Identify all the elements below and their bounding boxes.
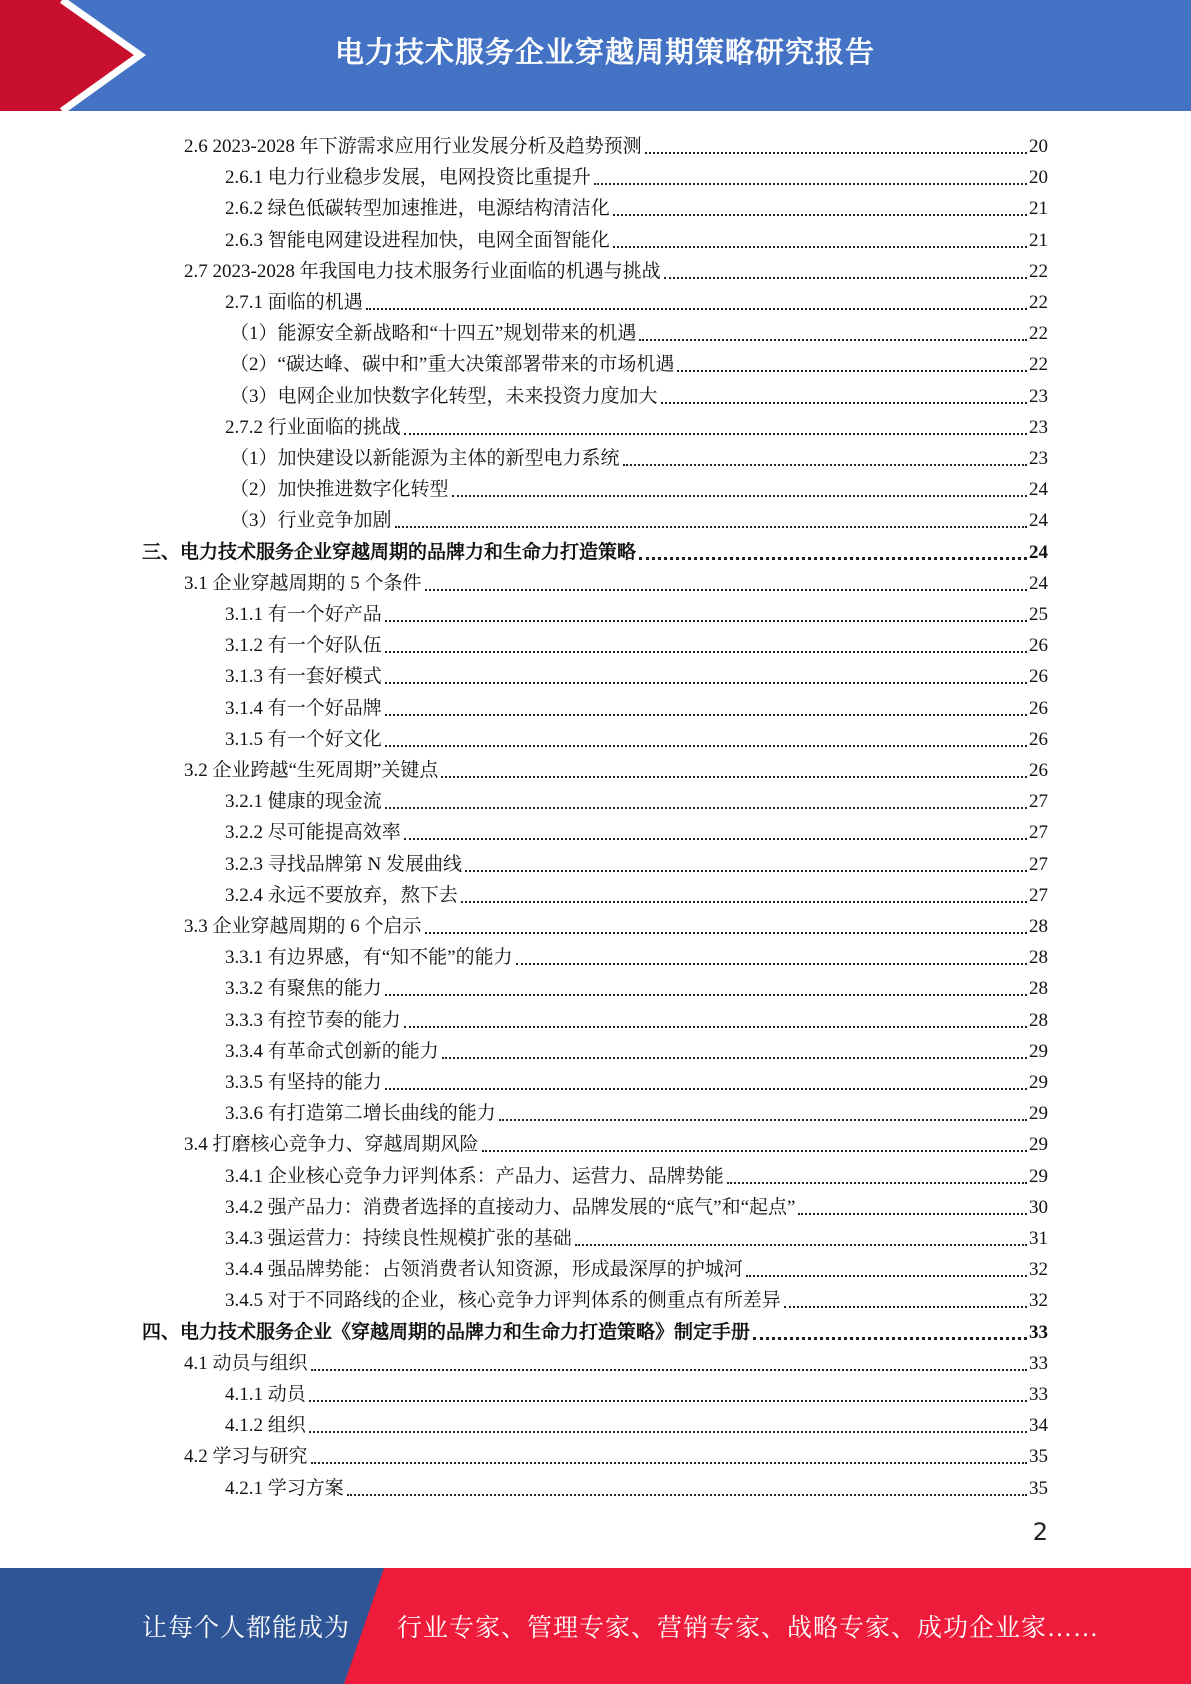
toc-entry-page: 27 xyxy=(1029,854,1048,875)
toc-entry-title: 3.1.3 有一套好模式 xyxy=(225,666,382,687)
toc-entry-page: 27 xyxy=(1029,885,1048,906)
toc-entry-title: 3.2.2 尽可能提高效率 xyxy=(225,822,401,843)
toc-entry-page: 23 xyxy=(1029,386,1048,407)
toc-dot-leader xyxy=(452,495,1027,497)
toc-entry-page: 21 xyxy=(1029,230,1048,251)
toc-entry[interactable] xyxy=(142,534,1048,564)
toc-entry-page: 26 xyxy=(1029,666,1048,687)
toc-dot-leader xyxy=(425,932,1027,934)
toc-entry-title: 3.2.3 寻找品牌第 N 发展曲线 xyxy=(225,854,462,875)
toc-entry-title: 4.1 动员与组织 xyxy=(184,1353,308,1374)
toc-entry-page: 30 xyxy=(1029,1197,1048,1218)
toc-entry[interactable] xyxy=(225,877,1048,907)
toc-entry[interactable] xyxy=(184,908,1048,938)
toc-entry-title: 3.4.1 企业核心竞争力评判体系：产品力、运营力、品牌势能 xyxy=(225,1166,724,1187)
toc-entry-page: 24 xyxy=(1029,542,1048,563)
toc-dot-leader xyxy=(645,152,1027,154)
toc-entry-page: 32 xyxy=(1029,1290,1048,1311)
toc-entry[interactable] xyxy=(225,1095,1048,1125)
toc-entry[interactable] xyxy=(225,1033,1048,1063)
toc-entry-page: 20 xyxy=(1029,136,1048,157)
toc-entry-title: 3.1.2 有一个好队伍 xyxy=(225,635,382,656)
toc-entry[interactable] xyxy=(225,1282,1048,1312)
toc-entry-title: 3.4 打磨核心竞争力、穿越周期风险 xyxy=(184,1134,479,1155)
toc-entry-page: 24 xyxy=(1029,510,1048,531)
toc-entry-page: 29 xyxy=(1029,1041,1048,1062)
toc-entry-title: 2.7.2 行业面临的挑战 xyxy=(225,417,401,438)
toc-entry-page: 31 xyxy=(1029,1228,1048,1249)
toc-entry[interactable] xyxy=(225,970,1048,1000)
toc-dot-leader xyxy=(385,682,1027,684)
toc-dot-leader xyxy=(784,1306,1027,1308)
toc-entry[interactable] xyxy=(230,378,1048,408)
toc-entry-title: 3.4.5 对于不同路线的企业，核心竞争力评判体系的侧重点有所差异 xyxy=(225,1290,781,1311)
document-title: 电力技术服务企业穿越周期策略研究报告 xyxy=(334,34,875,69)
toc-dot-leader xyxy=(385,745,1027,747)
toc-entry-title: 4.2.1 学习方案 xyxy=(225,1478,344,1499)
toc-entry-title: 3.1 企业穿越周期的 5 个条件 xyxy=(184,573,422,594)
toc-dot-leader xyxy=(746,1275,1027,1277)
toc-entry[interactable] xyxy=(184,1126,1048,1156)
toc-entry[interactable] xyxy=(225,1064,1048,1094)
toc-entry[interactable] xyxy=(184,752,1048,782)
toc-entry-title: （2）加快推进数字化转型 xyxy=(230,479,449,500)
toc-entry-page: 28 xyxy=(1029,916,1048,937)
toc-entry-page: 27 xyxy=(1029,791,1048,812)
toc-entry[interactable] xyxy=(225,846,1048,876)
toc-entry[interactable] xyxy=(225,658,1048,688)
toc-dot-leader xyxy=(661,402,1027,404)
toc-entry-title: 3.3.6 有打造第二增长曲线的能力 xyxy=(225,1103,496,1124)
toc-entry-page: 29 xyxy=(1029,1166,1048,1187)
toc-entry-page: 24 xyxy=(1029,573,1048,594)
toc-entry[interactable] xyxy=(184,253,1048,283)
toc-entry-title: 3.2.4 永远不要放弃，熬下去 xyxy=(225,885,458,906)
toc-dot-leader xyxy=(613,246,1027,248)
toc-entry-page: 26 xyxy=(1029,729,1048,750)
toc-dot-leader xyxy=(499,1119,1027,1121)
toc-dot-leader xyxy=(404,838,1027,840)
toc-dot-leader xyxy=(385,714,1027,716)
toc-dot-leader xyxy=(395,526,1027,528)
toc-dot-leader xyxy=(404,433,1027,435)
toc-entry-title: 3.4.2 强产品力：消费者选择的直接动力、品牌发展的“底气”和“起点” xyxy=(225,1197,796,1218)
toc-entry-title: 3.4.4 强品牌势能：占领消费者认知资源，形成最深厚的护城河 xyxy=(225,1259,743,1280)
toc-dot-leader xyxy=(366,308,1027,310)
toc-dot-leader xyxy=(677,370,1027,372)
toc-dot-leader xyxy=(442,1057,1027,1059)
toc-dot-leader xyxy=(311,1369,1027,1371)
toc-entry-page: 29 xyxy=(1029,1134,1048,1155)
footer-band xyxy=(0,1568,1191,1684)
toc-dot-leader xyxy=(385,620,1027,622)
toc-entry[interactable] xyxy=(225,690,1048,720)
toc-dot-leader xyxy=(385,1088,1027,1090)
toc-entry-page: 28 xyxy=(1029,947,1048,968)
toc-entry-title: 3.1.5 有一个好文化 xyxy=(225,729,382,750)
toc-entry-page: 20 xyxy=(1029,167,1048,188)
toc-entry-title: 2.6.2 绿色低碳转型加速推进，电源结构清洁化 xyxy=(225,198,610,219)
toc-entry[interactable] xyxy=(184,128,1048,158)
toc-dot-leader xyxy=(639,339,1027,341)
toc-dot-leader xyxy=(385,994,1027,996)
toc-entry-title: （1）能源安全新战略和“十四五”规划带来的机遇 xyxy=(230,323,637,344)
toc-entry-page: 35 xyxy=(1029,1478,1048,1499)
footer-slogan-left: 让每个人都能成为 xyxy=(142,1615,351,1642)
toc-dot-leader xyxy=(727,1182,1027,1184)
toc-entry-title: 3.4.3 强运营力：持续良性规模扩张的基础 xyxy=(225,1228,572,1249)
toc-entry-title: 2.7.1 面临的机遇 xyxy=(225,292,363,313)
toc-entry-page: 34 xyxy=(1029,1415,1048,1436)
toc-entry[interactable] xyxy=(225,783,1048,813)
toc-entry[interactable] xyxy=(230,346,1048,376)
toc-dot-leader xyxy=(594,183,1027,185)
toc-dot-leader xyxy=(309,1431,1027,1433)
toc-entry[interactable] xyxy=(230,471,1048,501)
toc-dot-leader xyxy=(441,776,1027,778)
toc-dot-leader xyxy=(425,589,1027,591)
toc-dot-leader xyxy=(575,1244,1027,1246)
toc-entry[interactable] xyxy=(225,596,1048,626)
toc-dot-leader xyxy=(613,214,1027,216)
toc-entry[interactable] xyxy=(142,1314,1048,1344)
toc-entry[interactable] xyxy=(225,1002,1048,1032)
toc-entry-title: 4.1.1 动员 xyxy=(225,1384,306,1405)
toc-entry-title: （2）“碳达峰、碳中和”重大决策部署带来的市场机遇 xyxy=(230,354,675,375)
toc-entry-page: 22 xyxy=(1029,261,1048,282)
toc-entry[interactable] xyxy=(225,814,1048,844)
toc-entry-page: 26 xyxy=(1029,698,1048,719)
toc-dot-leader xyxy=(311,1462,1027,1464)
toc-entry-page: 22 xyxy=(1029,354,1048,375)
toc-dot-leader xyxy=(309,1400,1027,1402)
toc-entry-page: 32 xyxy=(1029,1259,1048,1280)
toc-dot-leader xyxy=(347,1494,1027,1496)
toc-entry-title: 2.6.1 电力行业稳步发展，电网投资比重提升 xyxy=(225,167,591,188)
toc-entry-page: 21 xyxy=(1029,198,1048,219)
toc-entry[interactable] xyxy=(225,190,1048,220)
page-number: 2 xyxy=(1032,1518,1048,1546)
toc-entry[interactable] xyxy=(225,1220,1048,1250)
toc-entry-title: 3.2.1 健康的现金流 xyxy=(225,791,382,812)
toc-entry-title: 3.3 企业穿越周期的 6 个启示 xyxy=(184,916,422,937)
toc-entry-title: 3.2 企业跨越“生死周期”关键点 xyxy=(184,760,439,781)
toc-entry-title: 3.1.1 有一个好产品 xyxy=(225,604,382,625)
toc-entry-page: 22 xyxy=(1029,292,1048,313)
toc-entry-page: 23 xyxy=(1029,448,1048,469)
toc-entry-title: 3.3.2 有聚焦的能力 xyxy=(225,978,382,999)
toc-dot-leader xyxy=(664,277,1027,279)
toc-entry-title: 2.7 2023-2028 年我国电力技术服务行业面临的机遇与挑战 xyxy=(184,261,661,282)
toc-entry[interactable] xyxy=(225,409,1048,439)
toc-entry-page: 33 xyxy=(1029,1384,1048,1405)
toc-entry[interactable] xyxy=(184,565,1048,595)
toc-entry[interactable] xyxy=(225,1158,1048,1188)
toc-entry-page: 35 xyxy=(1029,1446,1048,1467)
toc-dot-leader xyxy=(482,1150,1027,1152)
toc-entry[interactable] xyxy=(225,939,1048,969)
toc-entry[interactable] xyxy=(184,1345,1048,1375)
toc-entry-title: 3.1.4 有一个好品牌 xyxy=(225,698,382,719)
toc-entry[interactable] xyxy=(225,1376,1048,1406)
toc-entry[interactable] xyxy=(230,440,1048,470)
toc-entry-title: 3.3.4 有革命式创新的能力 xyxy=(225,1041,439,1062)
toc-entry-title: 4.1.2 组织 xyxy=(225,1415,306,1436)
toc-entry-page: 28 xyxy=(1029,978,1048,999)
toc-dot-leader xyxy=(465,870,1027,872)
toc-entry-page: 33 xyxy=(1029,1322,1048,1343)
toc-dot-leader xyxy=(623,464,1027,466)
toc-entry[interactable] xyxy=(225,627,1048,657)
footer-slogan-right: 行业专家、管理专家、营销专家、战略专家、成功企业家…… xyxy=(397,1615,1100,1642)
toc-entry-title: 四、电力技术服务企业《穿越周期的品牌力和生命力打造策略》制定手册 xyxy=(142,1322,751,1343)
toc-dot-leader xyxy=(798,1213,1027,1215)
toc-entry-page: 22 xyxy=(1029,323,1048,344)
toc-dot-leader xyxy=(516,963,1027,965)
toc-entry-title: （3）行业竞争加剧 xyxy=(230,510,392,531)
toc-entry-title: （3）电网企业加快数字化转型，未来投资力度加大 xyxy=(230,386,658,407)
toc-dot-leader xyxy=(385,807,1027,809)
toc-entry[interactable] xyxy=(225,1470,1048,1500)
toc-entry-title: 3.3.1 有边界感，有“知不能”的能力 xyxy=(225,947,513,968)
toc-entry[interactable] xyxy=(225,1251,1048,1281)
toc-entry-page: 25 xyxy=(1029,604,1048,625)
toc-entry-title: 4.2 学习与研究 xyxy=(184,1446,308,1467)
toc-entry[interactable] xyxy=(230,315,1048,345)
toc-dot-leader xyxy=(404,1026,1027,1028)
toc-entry[interactable] xyxy=(230,502,1048,532)
header-band xyxy=(0,0,1191,111)
toc-entry-page: 28 xyxy=(1029,1010,1048,1031)
toc-entry[interactable] xyxy=(225,1189,1048,1219)
toc-dot-leader xyxy=(639,557,1027,560)
toc-entry-title: 2.6 2023-2028 年下游需求应用行业发展分析及趋势预测 xyxy=(184,136,642,157)
toc-entry[interactable] xyxy=(225,1407,1048,1437)
toc-entry-title: 3.3.5 有坚持的能力 xyxy=(225,1072,382,1093)
toc-entry-title: 3.3.3 有控节奏的能力 xyxy=(225,1010,401,1031)
toc-entry-title: （1）加快建设以新能源为主体的新型电力系统 xyxy=(230,448,620,469)
toc-entry-page: 33 xyxy=(1029,1353,1048,1374)
toc-entry-page: 29 xyxy=(1029,1072,1048,1093)
toc-dot-leader xyxy=(385,651,1027,653)
toc-entry[interactable] xyxy=(225,721,1048,751)
toc-entry-page: 23 xyxy=(1029,417,1048,438)
toc-entry[interactable] xyxy=(225,222,1048,252)
toc-entry-title: 2.6.3 智能电网建设进程加快，电网全面智能化 xyxy=(225,230,610,251)
toc-entry[interactable] xyxy=(225,159,1048,189)
toc-dot-leader xyxy=(461,901,1027,903)
toc-entry-page: 29 xyxy=(1029,1103,1048,1124)
toc-entry-title: 三、电力技术服务企业穿越周期的品牌力和生命力打造策略 xyxy=(142,542,637,563)
toc-entry[interactable] xyxy=(225,284,1048,314)
toc-dot-leader xyxy=(753,1337,1027,1340)
toc-entry[interactable] xyxy=(184,1438,1048,1468)
toc-entry-page: 24 xyxy=(1029,479,1048,500)
toc-entry-page: 26 xyxy=(1029,760,1048,781)
toc-entry-page: 26 xyxy=(1029,635,1048,656)
toc-entry-page: 27 xyxy=(1029,822,1048,843)
